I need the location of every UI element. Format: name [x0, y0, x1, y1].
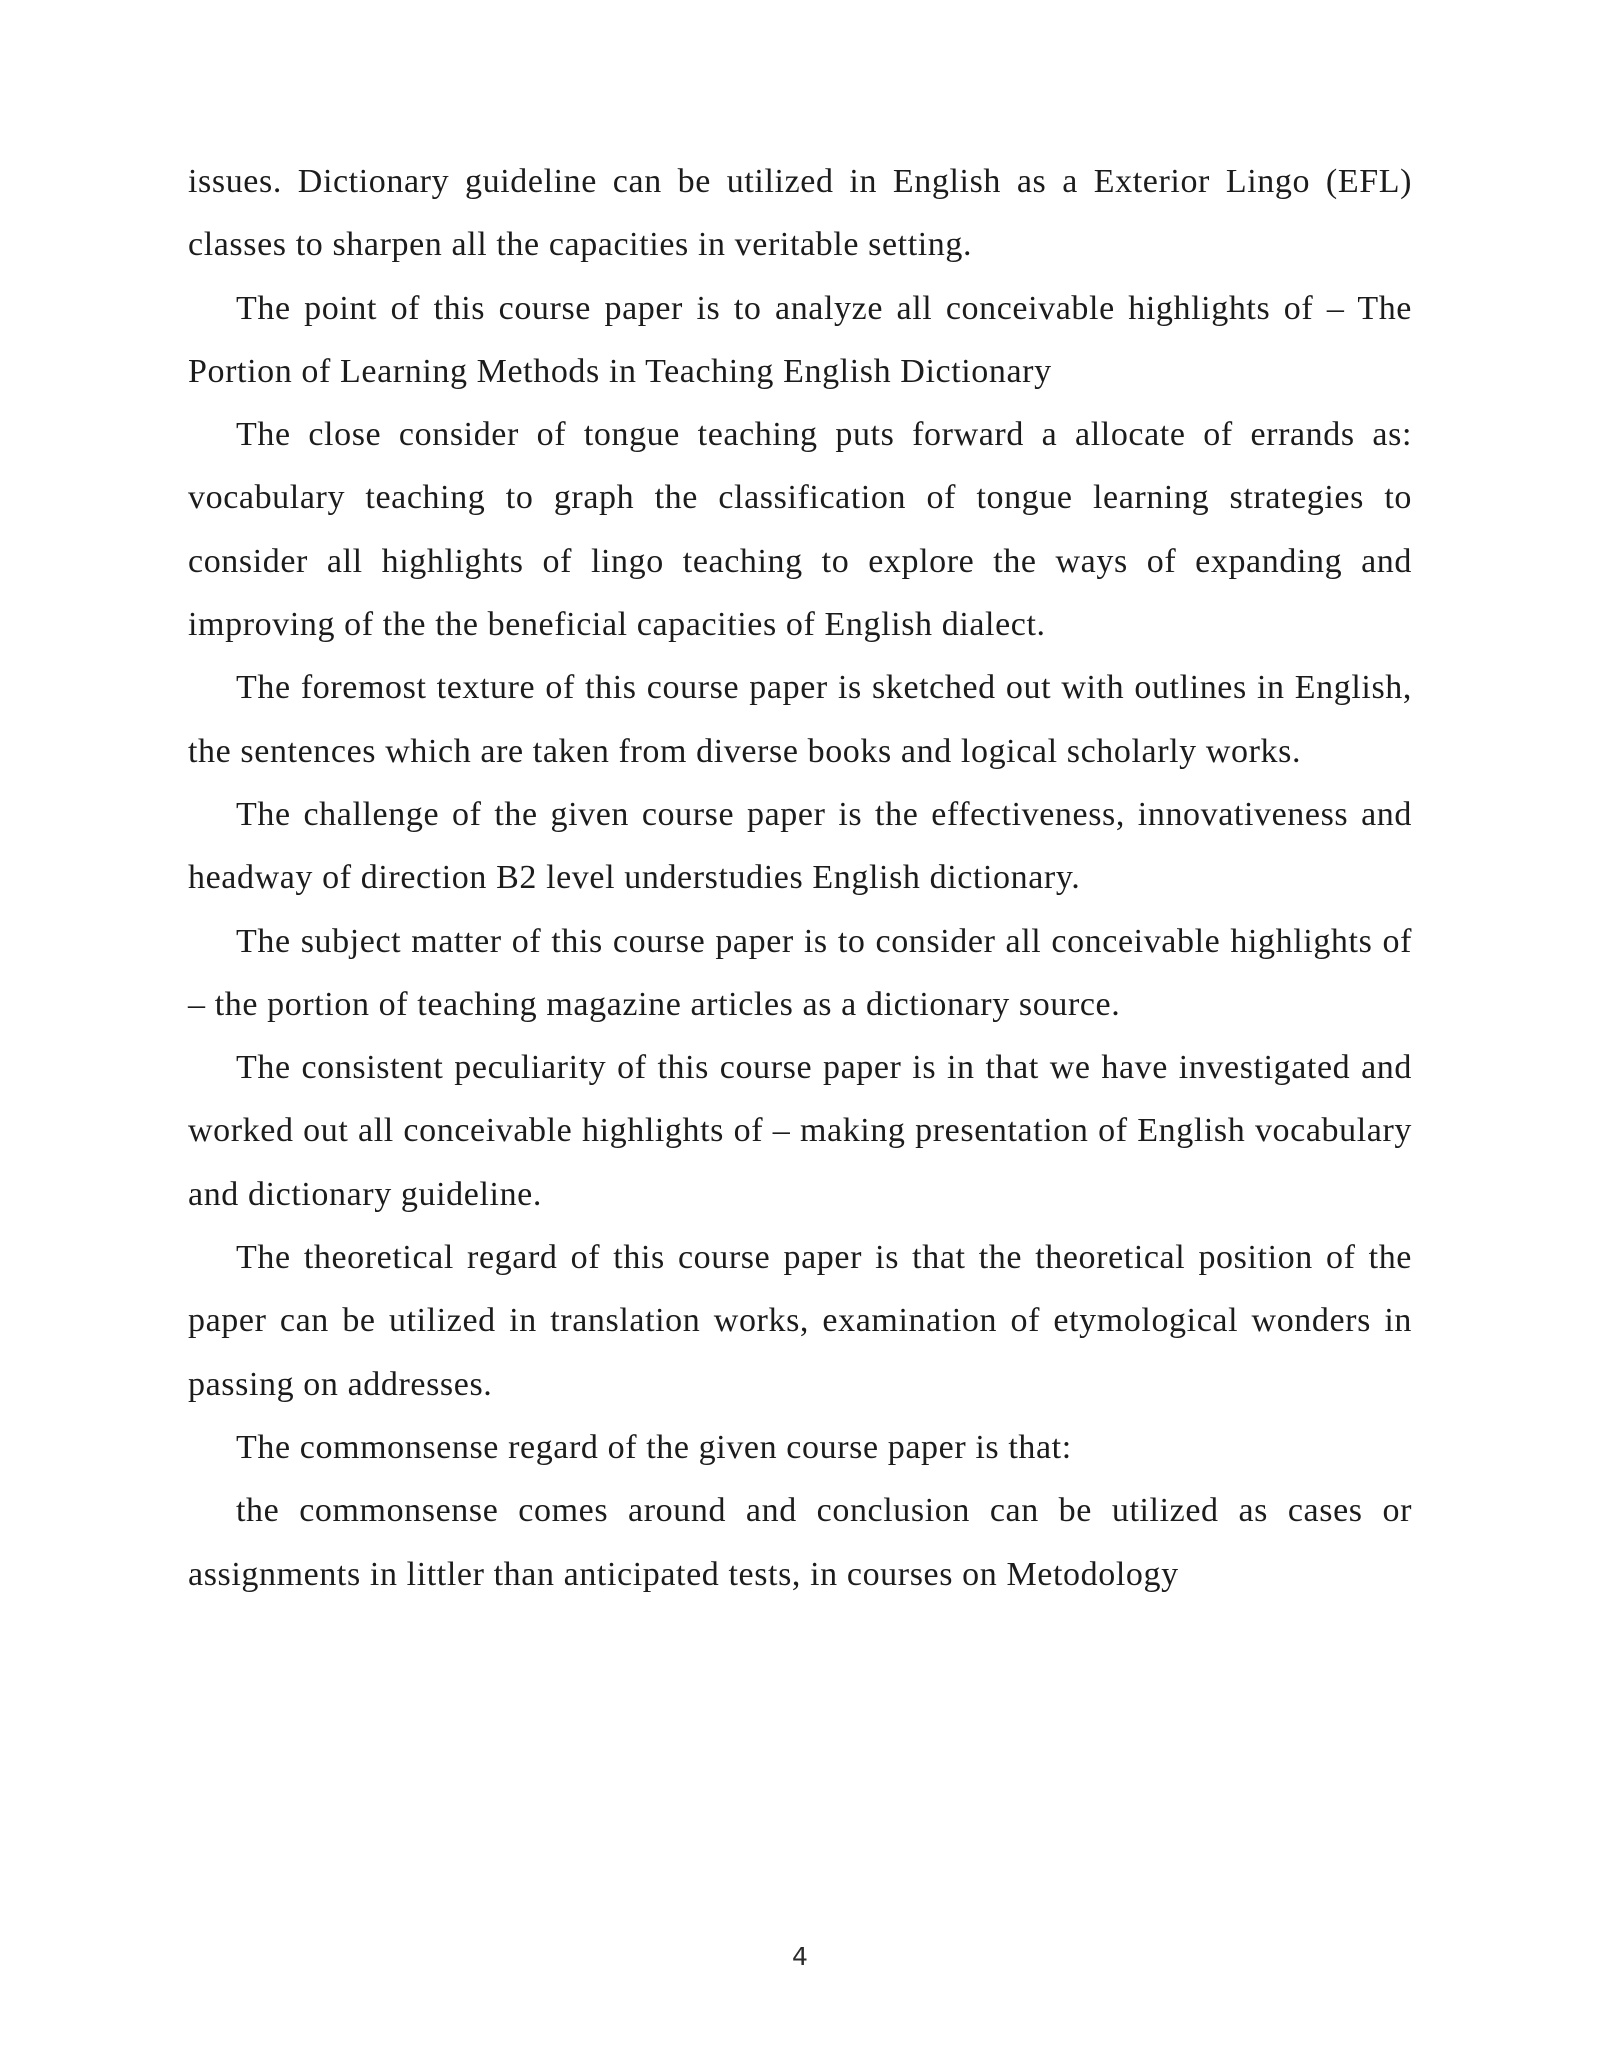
paragraph-7: The consistent peculiarity of this course paper is in that we have investigated and worked out all conceivable highlights of – making presentation of English vocabulary and dictionary guideline.	[188, 1049, 1412, 1213]
page-number: 4	[792, 1942, 808, 1971]
paragraph-4: The foremost texture of this course paper is sketched out with outlines in English, the sentences which are taken from diverse books and logical scholarly works.	[188, 669, 1412, 770]
body-text	[188, 150, 1412, 1606]
paragraph-8: The theoretical regard of this course paper is that the theoretical position of the paper can be utilized in translation works, examination of etymological wonders in passing on addresses.	[188, 1239, 1412, 1403]
paragraph-9: The commonsense regard of the given course paper is that:	[236, 1428, 1072, 1466]
paragraph-1: issues. Dictionary guideline can be utilized in English as a Exterior Lingo (EFL) classes to sharpen all the capacities in veritable setting.	[188, 163, 1412, 264]
paragraph-3: The close consider of tongue teaching puts forward a allocate of errands as: vocabulary teaching to graph the classification of tongue learning strategies to consider all highlights of lingo teaching to explore the ways of expanding and improving of the the beneficial capacities of English dialect.	[188, 416, 1412, 644]
paragraph-6: The subject matter of this course paper is to consider all conceivable highlights of – the portion of teaching magazine articles as a dictionary source.	[188, 922, 1412, 1023]
paragraph-10: the commonsense comes around and conclusion can be utilized as cases or assignments in littler than anticipated tests, in courses on Metodology	[188, 1492, 1412, 1593]
paragraph-5: The challenge of the given course paper is the effectiveness, innovativeness and headway of direction B2 level understudies English dictionary.	[188, 795, 1412, 897]
paragraph-2: The point of this course paper is to analyze all conceivable highlights of – The Portion of Learning Methods in Teaching English Dictionary	[188, 289, 1412, 390]
